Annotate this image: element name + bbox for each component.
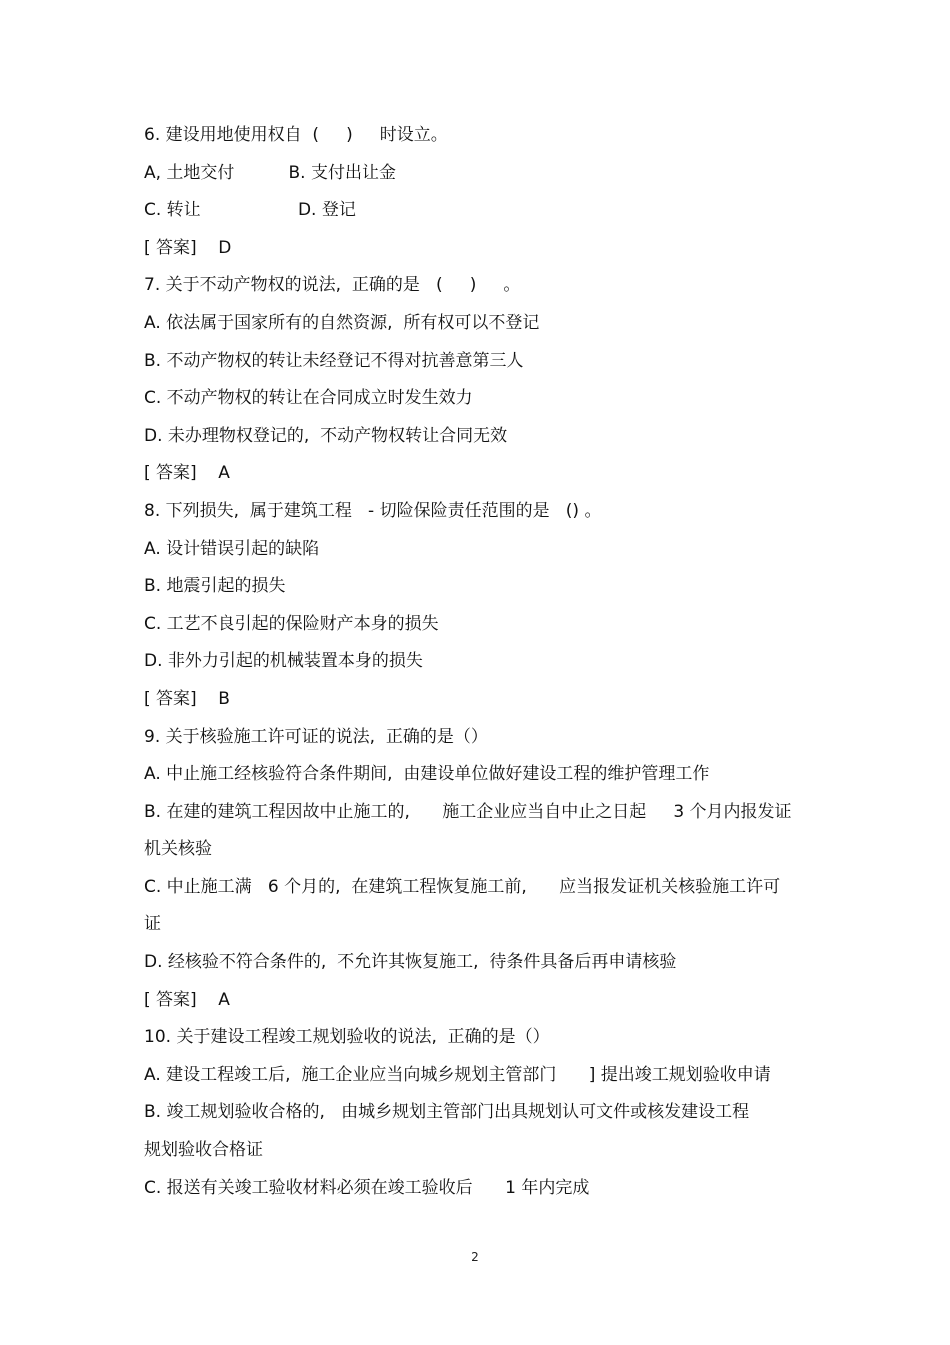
question-7-option-a: A. 依法属于国家所有的自然资源, 所有权可以不登记 (144, 312, 540, 333)
question-7-option-b: B. 不动产物权的转让未经登记不得对抗善意第三人 (144, 350, 524, 371)
question-10-option-c: C. 报送有关竣工验收材料必须在竣工验收后 1 年内完成 (144, 1177, 590, 1198)
question-6-options-cd: C. 转让 D. 登记 (144, 200, 356, 221)
question-8-answer: [ 答案] B (144, 688, 230, 709)
question-6-answer: [ 答案] D (144, 237, 232, 258)
question-9-option-c-continued: 证 (144, 914, 161, 935)
question-9-option-b-continued: 机关核验 (144, 839, 212, 860)
question-9-option-b: B. 在建的建筑工程因故中止施工的, 施工企业应当自中止之日起 3 个月内报发证 (144, 801, 792, 822)
question-10-option-b-continued: 规划验收合格证 (144, 1140, 263, 1161)
question-8-stem: 8. 下列损失, 属于建筑工程 - 切险保险责任范围的是 () 。 (144, 500, 602, 521)
question-6-stem: 6. 建设用地使用权自 ( ) 时设立。 (144, 125, 448, 145)
document-body (144, 117, 824, 1207)
question-8-option-c: C. 工艺不良引起的保险财产本身的损失 (144, 613, 439, 634)
question-8-option-a: A. 设计错误引起的缺陷 (144, 538, 320, 559)
question-7-stem: 7. 关于不动产物权的说法, 正确的是 ( ) 。 (144, 275, 521, 296)
question-7-option-c: C. 不动产物权的转让在合同成立时发生效力 (144, 388, 473, 409)
question-9-option-a: A. 中止施工经核验符合条件期间, 由建设单位做好建设工程的维护管理工作 (144, 764, 710, 785)
question-9-answer: [ 答案] A (144, 989, 230, 1010)
question-7-option-d: D. 未办理物权登记的, 不动产物权转让合同无效 (144, 425, 508, 446)
question-8-option-b: B. 地震引起的损失 (144, 576, 286, 597)
question-10-option-a: A. 建设工程竣工后, 施工企业应当向城乡规划主管部门 ] 提出竣工规划验收申请 (144, 1064, 771, 1085)
question-9-option-c: C. 中止施工满 6 个月的, 在建筑工程恢复施工前, 应当报发证机关核验施工许可 (144, 876, 781, 897)
question-6-options-ab: A, 土地交付 B. 支付出让金 (144, 162, 396, 183)
question-7-answer: [ 答案] A (144, 463, 230, 484)
question-9-option-d: D. 经核验不符合条件的, 不允许其恢复施工, 待条件具备后再申请核验 (144, 952, 677, 973)
question-8-option-d: D. 非外力引起的机械装置本身的损失 (144, 651, 423, 672)
page-number: 2 (471, 1250, 479, 1264)
question-10-stem: 10. 关于建设工程竣工规划验收的说法, 正确的是（） (144, 1027, 550, 1048)
question-9-stem: 9. 关于核验施工许可证的说法, 正确的是（） (144, 726, 488, 747)
question-10-option-b: B. 竣工规划验收合格的, 由城乡规划主管部门出具规划认可文件或核发建设工程 (144, 1102, 750, 1123)
